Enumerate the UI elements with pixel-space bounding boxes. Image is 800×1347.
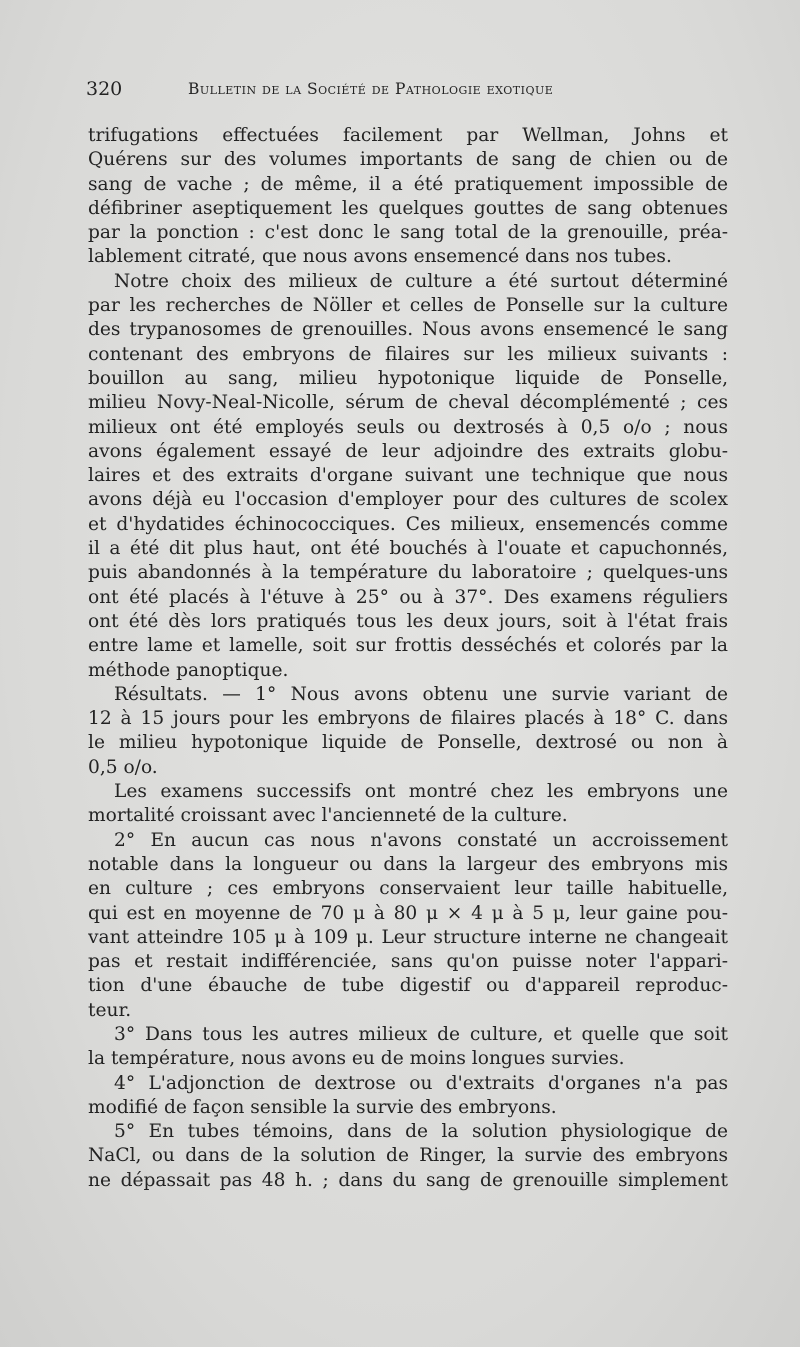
text-line: teur. (88, 999, 132, 1021)
text-line: avons également essayé de leur adjoindre des extraits globu- (88, 440, 728, 462)
text-line: ont été placés à l'étuve à 25° ou à 37°. Des examens réguliers (88, 586, 728, 608)
text-line: bouillon au sang, milieu hypotonique liquide de Ponselle, (88, 367, 728, 389)
text-line: 12 à 15 jours pour les embryons de filaires placés à 18° C. dans (88, 708, 728, 730)
text-line: Quérens sur des volumes importants de sang de chien ou de (88, 149, 728, 171)
text-line: 0,5 o/o. (88, 756, 158, 778)
text-line: la température, nous avons eu de moins longues survies. (88, 1048, 625, 1070)
text-line: mortalité croissant avec l'ancienneté de la culture. (88, 805, 568, 827)
text-line: milieu Novy-Neal-Nicolle, sérum de cheval décomplémenté ; ces (88, 392, 728, 414)
text-line: en culture ; ces embryons conservaient leur taille habituelle, (88, 878, 728, 900)
text-line: laires et des extraits d'organe suivant une technique que nous (88, 465, 728, 487)
text-line: contenant des embryons de filaires sur les milieux suivants : (88, 343, 728, 365)
text-line: il a été dit plus haut, ont été bouchés à l'ouate et capuchonnés, (88, 538, 728, 560)
text-line: avons déjà eu l'occasion d'employer pour des cultures de scolex (88, 489, 728, 511)
text-line: Notre choix des milieux de culture a été surtout déterminé (114, 270, 728, 292)
text-line: milieux ont été employés seuls ou dextrosés à 0,5 o/o ; nous (88, 416, 728, 438)
text-line: entre lame et lamelle, soit sur frottis desséchés et colorés par la (88, 635, 728, 657)
text-line: modifié de façon sensible la survie des embryons. (88, 1096, 557, 1118)
page-header (86, 78, 736, 108)
text-line: trifugations effectuées facilement par Wellman, Johns et (88, 125, 728, 146)
text-line: notable dans la longueur ou dans la largeur des embryons mis (88, 853, 728, 875)
text-line: ne dépassait pas 48 h. ; dans du sang de grenouille simplement (88, 1169, 728, 1191)
text-line: 2° En aucun cas nous n'avons constaté un accroissement (114, 829, 728, 851)
text-line: tion d'une ébauche de tube digestif ou d'appareil reproduc- (88, 975, 728, 997)
text-line: qui est en moyenne de 70 μ à 80 μ × 4 μ à 5 μ, leur gaine pou- (88, 902, 728, 924)
running-title: Bulletin de la Société de Pathologie exotique (188, 80, 554, 98)
text-line: lablement citraté, que nous avons ensemencé dans nos tubes. (88, 246, 672, 268)
text-line: 3° Dans tous les autres milieux de culture, et quelle que soit (114, 1023, 728, 1045)
text-line: ont été dès lors pratiqués tous les deux jours, soit à l'état frais (88, 610, 728, 632)
text-line: Résultats. — 1° Nous avons obtenu une survie variant de (114, 683, 728, 705)
text-line: et d'hydatides échinococciques. Ces milieux, ensemencés comme (88, 513, 728, 535)
text-line: méthode panoptique. (88, 659, 289, 681)
text-line: 5° En tubes témoins, dans de la solution physiologique de (114, 1121, 728, 1143)
text-line: par les recherches de Nöller et celles de Ponselle sur la culture (88, 295, 728, 317)
body-text (88, 124, 728, 1193)
page-number: 320 (86, 78, 123, 100)
text-line: le milieu hypotonique liquide de Ponselle, dextrosé ou non à (88, 732, 728, 754)
text-line: Les examens successifs ont montré chez les embryons une (114, 781, 728, 803)
text-line: vant atteindre 105 μ à 109 μ. Leur structure interne ne changeait (88, 926, 728, 948)
text-line: par la ponction : c'est donc le sang total de la grenouille, préa- (88, 222, 728, 244)
text-line: des trypanosomes de grenouilles. Nous avons ensemencé le sang (88, 319, 728, 341)
text-line: NaCl, ou dans de la solution de Ringer, la survie des embryons (88, 1145, 728, 1167)
text-line: sang de vache ; de même, il a été pratiquement impossible de (88, 173, 728, 195)
text-line: 4° L'adjonction de dextrose ou d'extraits d'organes n'a pas (114, 1072, 728, 1094)
text-line: puis abandonnés à la température du laboratoire ; quelques-uns (88, 562, 728, 584)
text-line: défibriner aseptiquement les quelques gouttes de sang obtenues (88, 197, 728, 219)
text-line: pas et restait indifférenciée, sans qu'on puisse noter l'appari- (88, 951, 728, 973)
